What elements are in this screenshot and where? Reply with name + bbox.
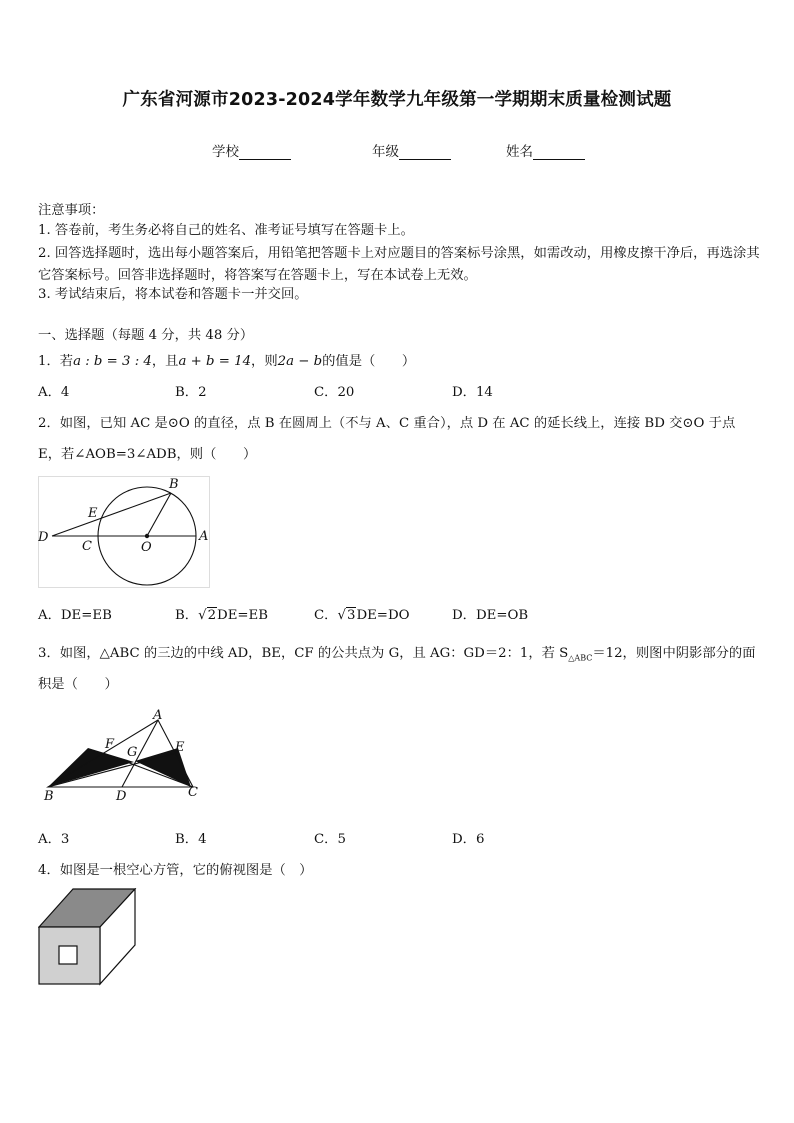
q3-option-d[interactable]: D．6 [452,832,485,847]
q3-line-2: 积是（ ） [38,677,118,692]
q3-option-c[interactable]: C．5 [314,832,346,847]
notes-heading: 注意事项： [38,203,105,218]
line-ob [147,493,171,536]
q2-option-a[interactable]: A．DE=EB [38,608,112,623]
q2-line-2: E，若∠AOB=3∠ADB，则（ ） [38,447,257,462]
label-d: D [116,789,127,804]
q1-ratio: a : b = 3 : 4 [73,354,152,369]
q4-text: 4．如图是一根空心方管，它的俯视图是（ ） [38,863,313,878]
q3-text-a: 3．如图，△ABC 的三边的中线 AD，BE，CF 的公共点为 G，且 AG：GD＝2：1，若 S [38,646,569,661]
q2-line-1: 2．如图，已知 AC 是⊙O 的直径，点 B 在圆周上（不与 A、C 重合），点 D 在 AC 的延长线上，连接 BD 交⊙O 于点 [38,416,736,431]
label-a: A [153,708,163,723]
line-db [52,493,171,536]
q3-subscript: △ABC [568,653,593,663]
label-f: F [105,737,115,752]
q1-sum: a + b = 14 [178,354,252,369]
question-1 [38,352,415,372]
q1-end: 的值是（ ） [322,354,416,369]
q2-c-prefix: C． [314,608,338,623]
q1-option-b[interactable]: B．2 [175,385,207,400]
label-b: B [44,789,54,804]
q1-option-c[interactable]: C．20 [314,385,355,400]
grade-label: 年级 [372,144,399,160]
label-e: E [88,506,98,521]
name-label: 姓名 [506,144,533,160]
q2-circle-figure [38,476,210,588]
label-a: A [199,529,209,544]
grade-blank[interactable] [399,145,451,160]
q2-option-c[interactable] [314,606,410,626]
q3-triangle-figure [38,706,210,804]
label-d: D [38,530,49,545]
q2-c-text: DE=DO [356,608,410,623]
sqrt-symbol: √3 [337,608,356,623]
name-field[interactable] [506,140,585,160]
label-g: G [127,745,138,760]
q1-expr: 2a − b [277,354,323,369]
section-heading: 一、选择题（每题 4 分，共 48 分） [38,328,254,343]
q2-c-radicand: 3 [346,608,356,623]
q4-hollow-pipe-figure [38,888,138,986]
school-blank[interactable] [239,145,291,160]
label-c: C [188,785,198,800]
note-3: 3. 考试结束后，将本试卷和答题卡一并交回。 [38,287,308,302]
label-o: O [141,540,152,555]
name-blank[interactable] [533,145,585,160]
pipe-hole [59,946,77,964]
q1-tail: ，则 [251,354,278,369]
q2-option-b[interactable] [175,606,268,626]
q2-b-text: DE=EB [217,608,269,623]
q3-option-b[interactable]: B．4 [175,832,207,847]
center-point [145,534,149,538]
label-e: E [175,740,185,755]
label-c: C [82,539,92,554]
q3-line-1 [38,644,756,669]
q3-option-a[interactable]: A．3 [38,832,70,847]
q3-text-b: ＝12，则图中阴影部分的面 [592,646,756,661]
note-2: 2. 回答选择题时，选出每小题答案后，用铅笔把答题卡上对应题目的答案标号涂黑，如需改动，用橡皮擦干净后，再选涂其它答案标号。回答非选择题时，将答案写在答题卡上，写在本试卷上无效。 [38,246,760,283]
grade-field[interactable] [372,140,451,160]
q2-b-radicand: 2 [207,608,217,623]
q1-option-a[interactable]: A．4 [38,385,70,400]
school-field[interactable] [212,140,291,160]
sqrt-symbol: √2 [198,608,217,623]
q1-mid: ，且 [151,354,179,369]
school-label: 学校 [212,144,239,160]
exam-title: 广东省河源市2023-2024学年数学九年级第一学期期末质量检测试题 [122,90,672,110]
q1-num: 1．若 [38,354,74,369]
q1-option-d[interactable]: D．14 [452,385,493,400]
q2-b-prefix: B． [175,608,199,623]
note-1: 1. 答卷前，考生务必将自己的姓名、准考证号填写在答题卡上。 [38,223,414,238]
q2-option-d[interactable]: D．DE=OB [452,608,529,623]
label-b: B [169,477,179,492]
